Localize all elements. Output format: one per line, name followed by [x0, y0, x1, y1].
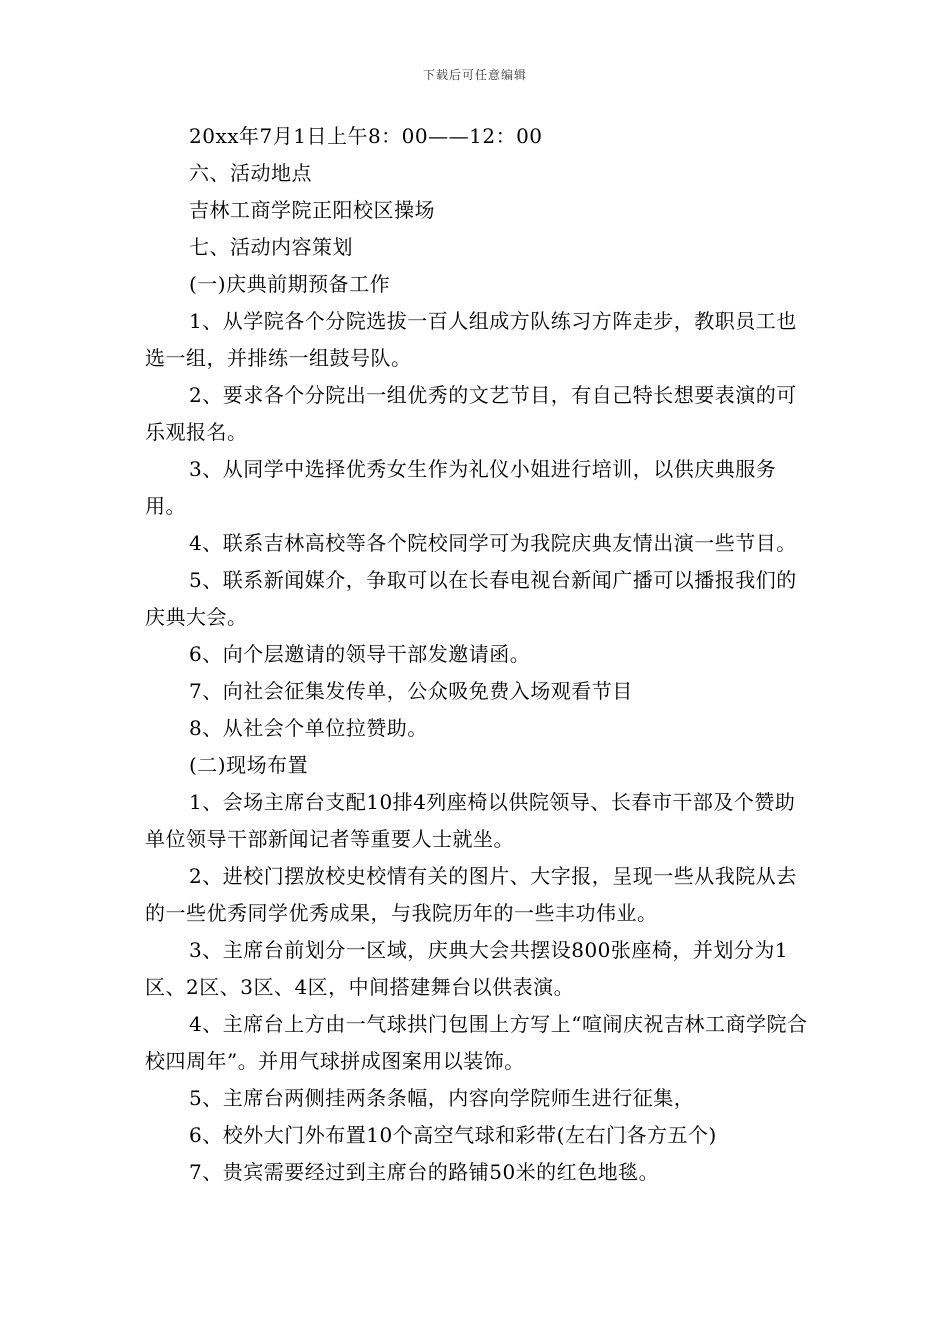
subheading-preparation: (一)庆典前期预备工作 [189, 272, 391, 296]
list-item-prep-2: 2、要求各个分院出一组优秀的文艺节目，有自己特长想要表演的可乐观报名。 [145, 383, 797, 444]
paragraph-time: 20xx年7月1日上午8：00——12：00 [189, 124, 543, 148]
heading-activity-location: 六、活动地点 [189, 161, 312, 185]
paragraph-location: 吉林工商学院正阳校区操场 [189, 198, 435, 222]
heading-activity-plan: 七、活动内容策划 [189, 235, 353, 259]
list-item-prep-7: 7、向社会征集发传单，公众吸免费入场观看节目 [189, 679, 633, 703]
list-item-layout-3: 3、主席台前划分一区域，庆典大会共摆设800张座椅，并划分为1区、2区、3区、4区，中间搭建舞台以供表演。 [145, 938, 789, 999]
list-item-layout-6: 6、校外大门外布置10个高空气球和彩带(左右门各方五个) [189, 1123, 717, 1147]
page-header: 下载后可任意编辑 [422, 68, 527, 82]
list-item-prep-6: 6、向个层邀请的领导干部发邀请函。 [189, 642, 531, 666]
list-item-layout-2: 2、进校门摆放校史校情有关的图片、大字报，呈现一些从我院从去的一些优秀同学优秀成果，与我院历年的一些丰功伟业。 [145, 864, 797, 925]
list-item-prep-1: 1、从学院各个分院选拔一百人组成方队练习方阵走步，教职员工也选一组，并排练一组鼓号队。 [145, 309, 797, 370]
document-body [145, 118, 810, 1191]
list-item-layout-4: 4、主席台上方由一气球拱门包围上方写上“喧闹庆祝吉林工商学院合校四周年”。并用气球拼成图案用以装饰。 [145, 1012, 808, 1073]
list-item-prep-4: 4、联系吉林高校等各个院校同学可为我院庆典友情出演一些节目。 [189, 531, 797, 555]
subheading-site-layout: (二)现场布置 [189, 753, 309, 777]
list-item-prep-5: 5、联系新闻媒介，争取可以在长春电视台新闻广播可以播报我们的庆典大会。 [145, 568, 797, 629]
list-item-prep-8: 8、从社会个单位拉赞助。 [189, 716, 428, 740]
list-item-layout-1: 1、会场主席台支配10排4列座椅以供院领导、长春市干部及个赞助单位领导干部新闻记者等重要人士就坐。 [145, 790, 796, 851]
list-item-prep-3: 3、从同学中选择优秀女生作为礼仪小姐进行培训，以供庆典服务用。 [145, 457, 777, 518]
list-item-layout-7: 7、贵宾需要经过到主席台的路铺50米的红色地毯。 [189, 1160, 660, 1184]
list-item-layout-5: 5、主席台两侧挂两条条幅，内容向学院师生进行征集， [189, 1086, 695, 1110]
